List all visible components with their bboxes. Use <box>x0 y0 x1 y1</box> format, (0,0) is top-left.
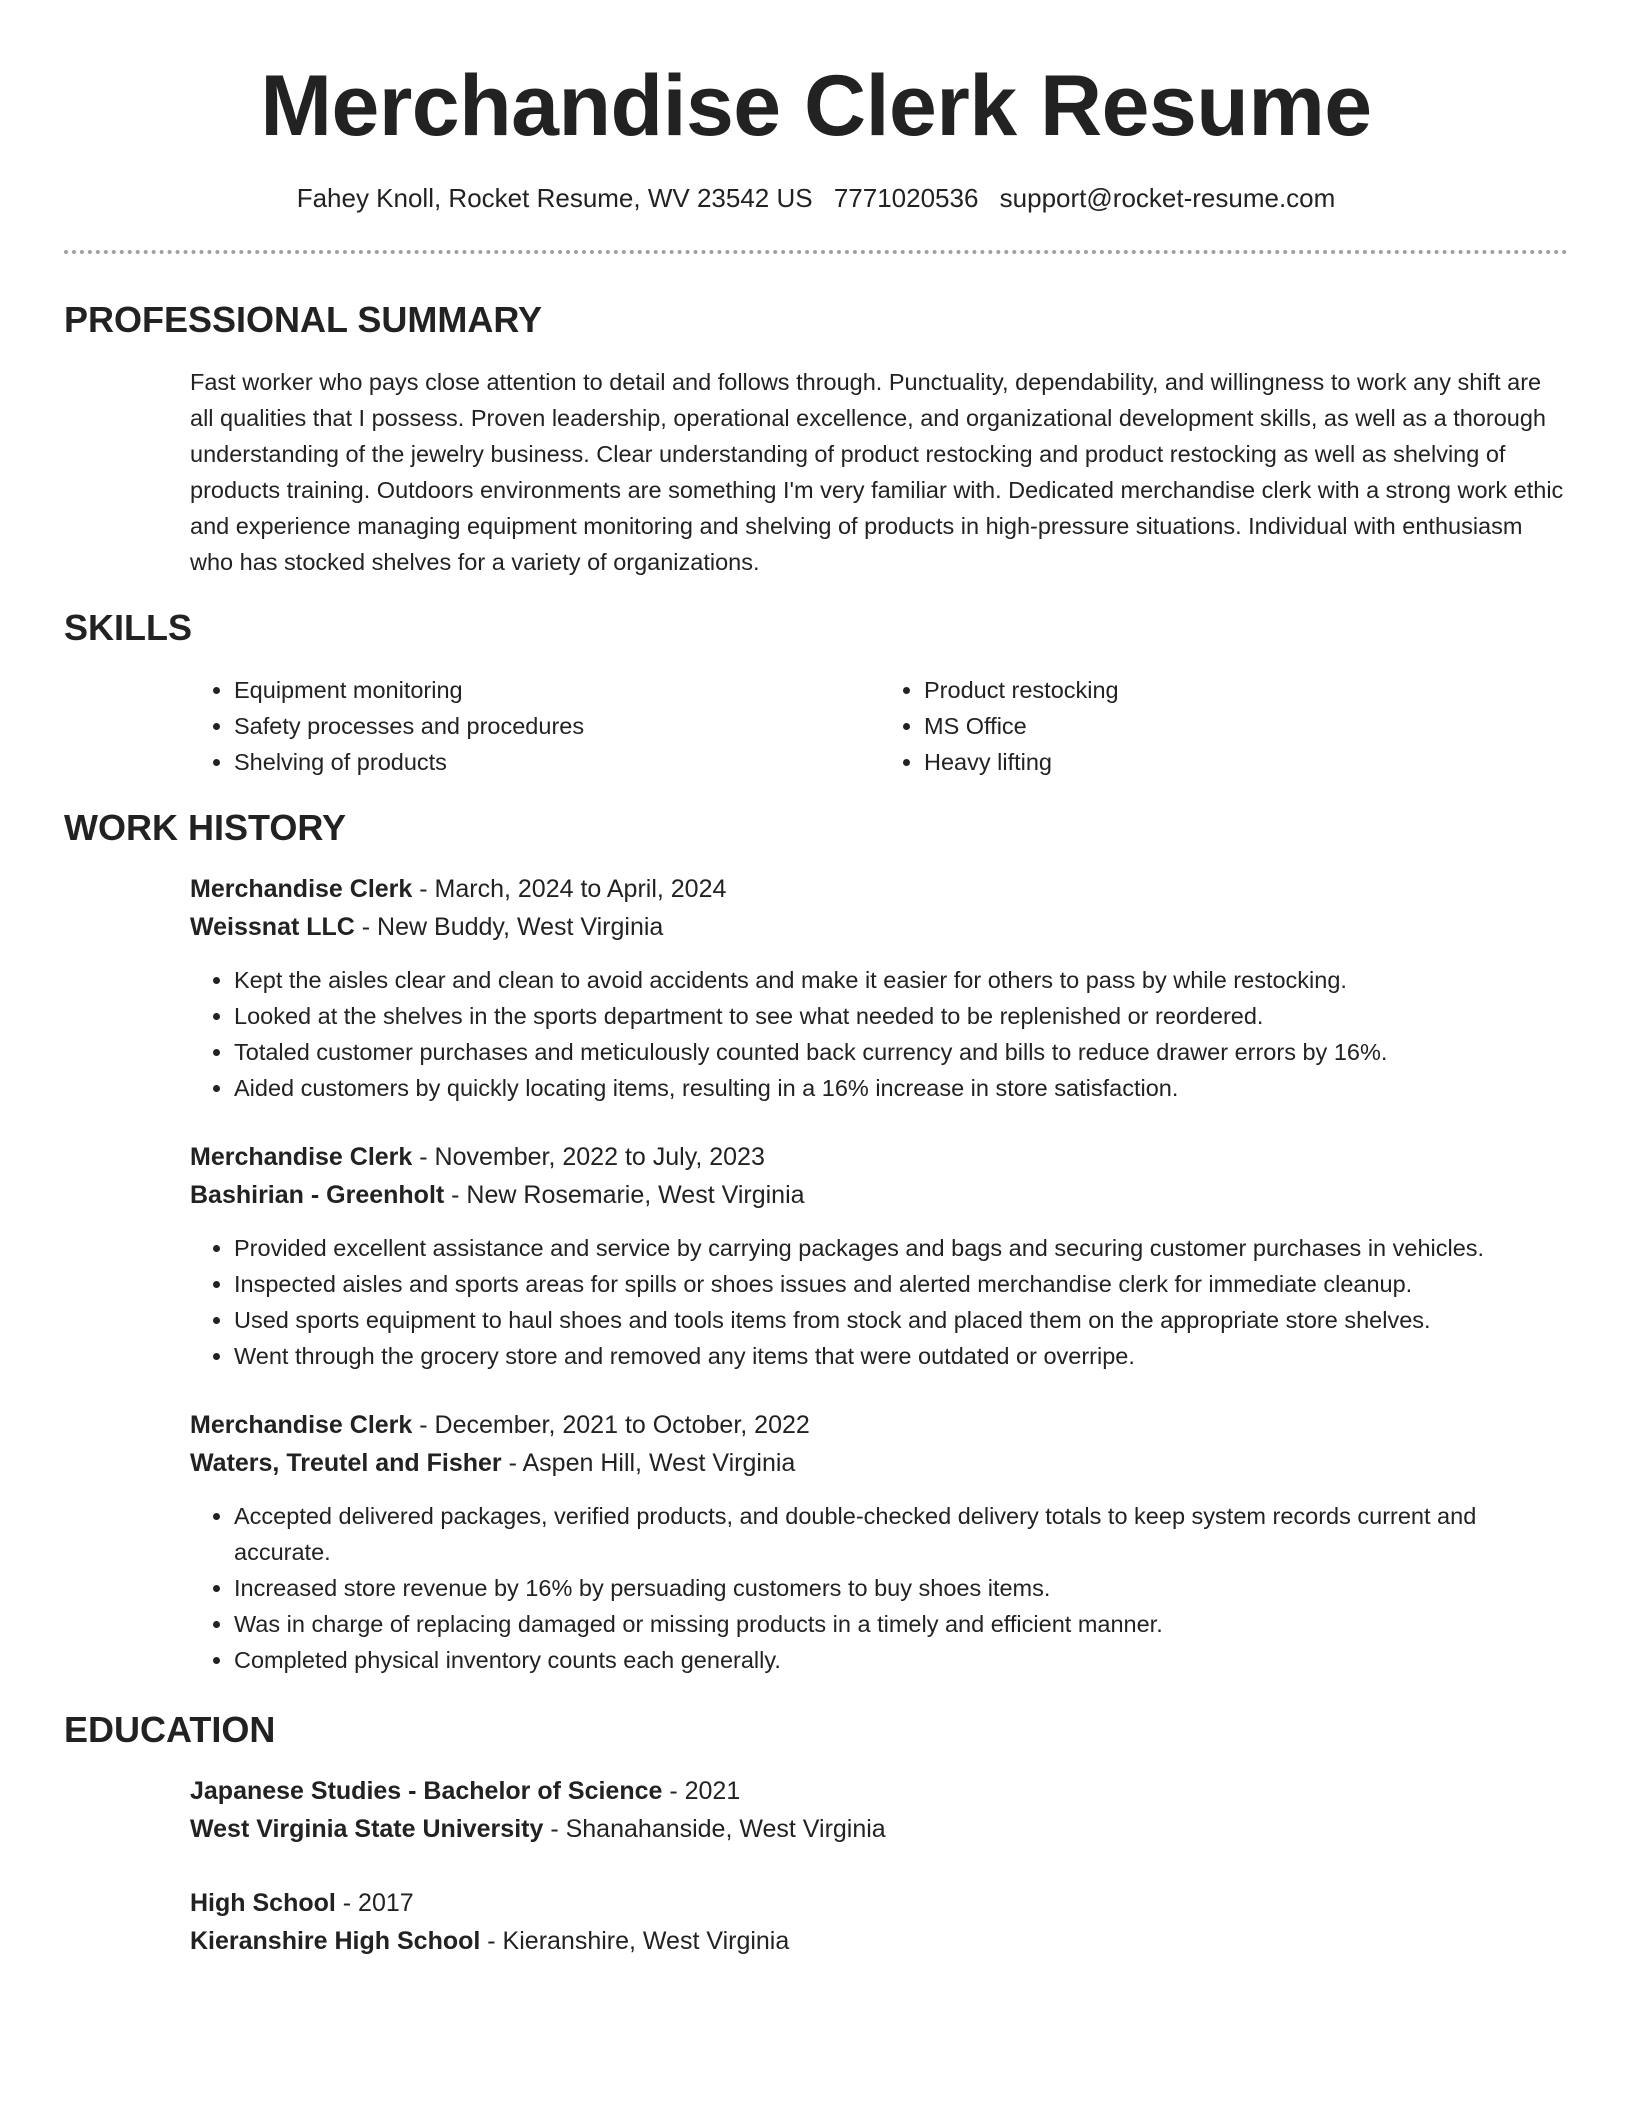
job-bullet: • Looked at the shelves in the sports department to see what needed to be replenished or reordered. <box>234 998 1570 1034</box>
education-degree: Japanese Studies - Bachelor of Science <box>190 1777 663 1805</box>
skill-item: • Shelving of products <box>234 744 880 780</box>
education-school-line <box>190 1922 1570 1960</box>
job-bullet: • Provided excellent assistance and service by carrying packages and bags and securing customer purchases in vehicles. <box>234 1230 1570 1266</box>
contact-email: support@rocket-resume.com <box>999 183 1336 213</box>
section-title-education: EDUCATION <box>64 1709 276 1750</box>
section-title-skills: SKILLS <box>64 607 193 648</box>
job-title: Merchandise Clerk <box>190 1411 413 1439</box>
section-title-work: WORK HISTORY <box>64 807 347 848</box>
education-degree-line <box>190 1772 1570 1810</box>
header-divider <box>64 250 1568 254</box>
job-location: - New Rosemarie, West Virginia <box>444 1181 805 1209</box>
job-bullet: • Kept the aisles clear and clean to avoid accidents and make it easier for others to pass by while restocking. <box>234 962 1570 998</box>
contact-line <box>0 181 1632 215</box>
skills-list <box>190 672 1570 780</box>
job-company-line <box>190 1444 1570 1482</box>
education-entry <box>190 1772 1570 1848</box>
skill-item: • MS Office <box>924 708 1570 744</box>
job-bullet: • Was in charge of replacing damaged or missing products in a timely and efficient manner. <box>234 1606 1570 1642</box>
job-company: Bashirian - Greenholt <box>190 1181 445 1209</box>
job-entry <box>190 1138 1570 1374</box>
job-company-line <box>190 908 1570 946</box>
job-entry <box>190 870 1570 1106</box>
education-year: - 2021 <box>662 1777 741 1805</box>
education-school: Kieranshire High School <box>190 1927 481 1955</box>
job-bullet: • Increased store revenue by 16% by persuading customers to buy shoes items. <box>234 1570 1570 1606</box>
job-bullet: • Totaled customer purchases and meticulously counted back currency and bills to reduce drawer errors by 16%. <box>234 1034 1570 1070</box>
job-bullet: • Aided customers by quickly locating items, resulting in a 16% increase in store satisfaction. <box>234 1070 1570 1106</box>
contact-phone: 7771020536 <box>833 183 979 213</box>
job-company: Waters, Treutel and Fisher <box>190 1449 502 1477</box>
job-bullets <box>190 962 1570 1106</box>
job-bullet: • Accepted delivered packages, verified products, and double-checked delivery totals to keep system records current and accurate. <box>234 1498 1570 1570</box>
job-company-line <box>190 1176 1570 1214</box>
job-title-line <box>190 1406 1570 1444</box>
resume-title: Merchandise Clerk Resume <box>260 58 1372 154</box>
summary-block <box>190 364 1570 580</box>
education-year: - 2017 <box>335 1889 414 1917</box>
job-entry <box>190 1406 1570 1678</box>
skill-item: • Safety processes and procedures <box>234 708 880 744</box>
job-bullets <box>190 1230 1570 1374</box>
skills-column-right <box>880 672 1570 780</box>
education-school-line <box>190 1810 1570 1848</box>
job-dates: - November, 2022 to July, 2023 <box>412 1143 765 1171</box>
skill-item: • Heavy lifting <box>924 744 1570 780</box>
skill-item: • Equipment monitoring <box>234 672 880 708</box>
education-degree: High School <box>190 1889 336 1917</box>
job-dates: - March, 2024 to April, 2024 <box>412 875 727 903</box>
education-degree-line <box>190 1884 1570 1922</box>
education-entry <box>190 1884 1570 1960</box>
job-bullet: • Completed physical inventory counts each generally. <box>234 1642 1570 1678</box>
job-dates: - December, 2021 to October, 2022 <box>412 1411 810 1439</box>
education-location: - Kieranshire, West Virginia <box>480 1927 790 1955</box>
education-school: West Virginia State University <box>190 1815 544 1843</box>
job-bullet: • Inspected aisles and sports areas for spills or shoes issues and alerted merchandise clerk for immediate cleanup. <box>234 1266 1570 1302</box>
job-title-line <box>190 870 1570 908</box>
job-location: - New Buddy, West Virginia <box>354 913 664 941</box>
job-bullet: • Went through the grocery store and removed any items that were outdated or overripe. <box>234 1338 1570 1374</box>
summary-text: Fast worker who pays close attention to detail and follows through. Punctuality, dependability, and willingness to work any shift are all qualities that I possess. Proven leadership, operational excellence, and organizational development skills, as well as a thorough understanding of the jewelry business. Clear understanding of product restocking and product restocking as well as shelving of products training. Outdoors environments are something I'm very familiar with. Dedicated merchandise clerk with a strong work ethic and experience managing equipment monitoring and shelving of products in high-pressure situations. Individual with enthusiasm who has stocked shelves for a variety of organizations. <box>190 369 1564 575</box>
education-location: - Shanahanside, West Virginia <box>543 1815 886 1843</box>
job-bullets <box>190 1498 1570 1678</box>
job-title: Merchandise Clerk <box>190 1143 413 1171</box>
job-company: Weissnat LLC <box>190 913 355 941</box>
job-title-line <box>190 1138 1570 1176</box>
job-location: - Aspen Hill, West Virginia <box>501 1449 796 1477</box>
skill-item: • Product restocking <box>924 672 1570 708</box>
contact-address: Fahey Knoll, Rocket Resume, WV 23542 US <box>296 183 813 213</box>
section-title-summary: PROFESSIONAL SUMMARY <box>64 299 543 340</box>
skills-column-left <box>190 672 880 780</box>
job-bullet: • Used sports equipment to haul shoes and tools items from stock and placed them on the appropriate store shelves. <box>234 1302 1570 1338</box>
job-title: Merchandise Clerk <box>190 875 413 903</box>
